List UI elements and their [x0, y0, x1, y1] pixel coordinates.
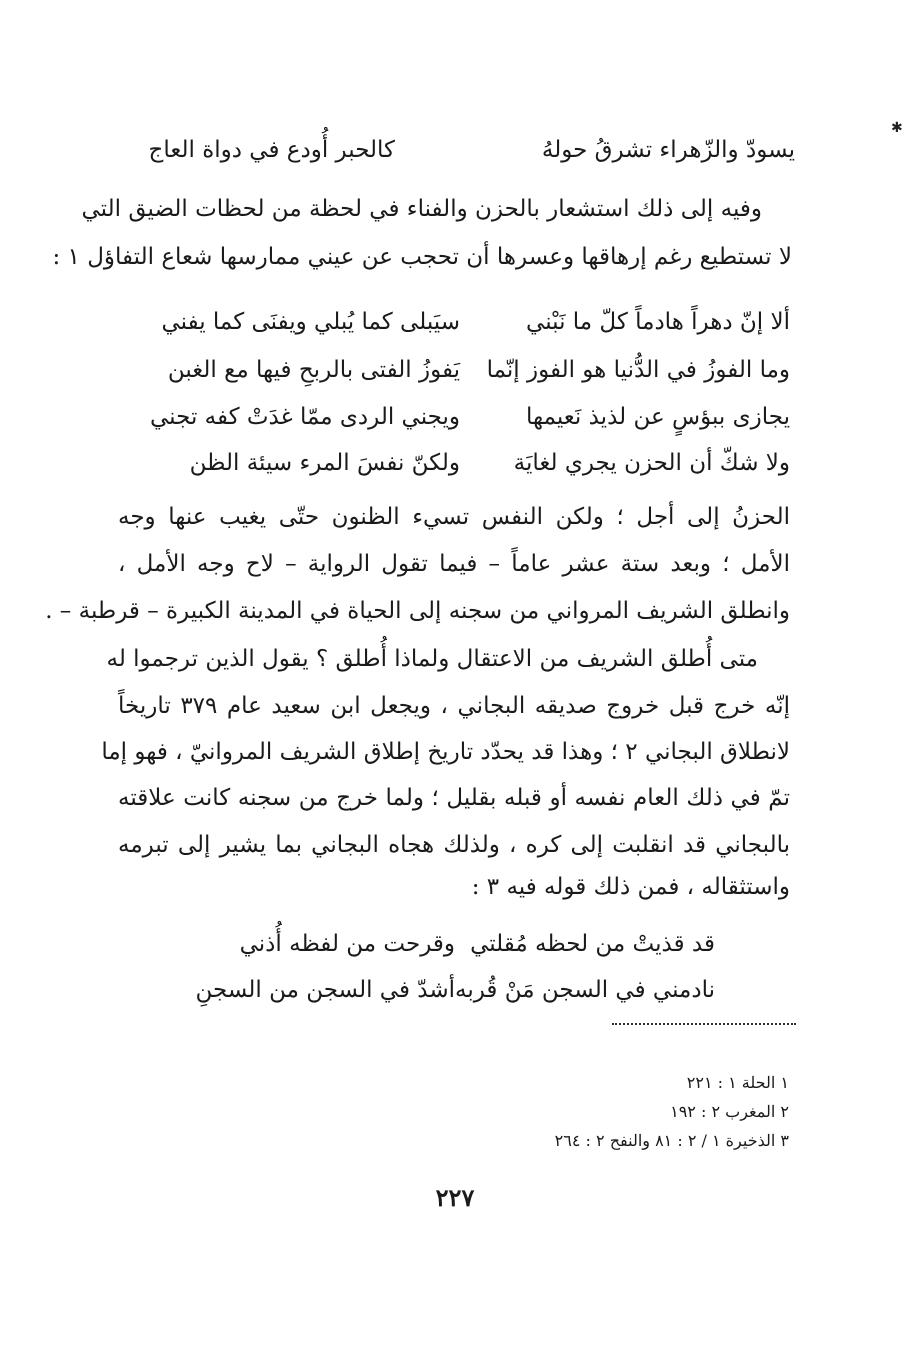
- paragraph-line: الأمل ؛ وبعد ستة عشر عاماً – فيما تقول الرواية – لاح وجه الأمل ،: [118, 551, 790, 577]
- paragraph-line: واستثقاله ، فمن ذلك قوله فيه ٣ :: [471, 874, 790, 900]
- paragraph-line: وفيه إلى ذلك استشعار بالحزن والفناء في لحظة من لحظات الضيق التي: [81, 196, 762, 222]
- poem-hemistich-left: ولكنّ نفسَ المرء سيئة الظن: [189, 450, 460, 476]
- footnote: ١ الحلة ١ : ٢٢١: [686, 1073, 789, 1092]
- paragraph-line: بالبجاني قد انقلبت إلى كره ، ولذلك هجاه البجاني بما يشير إلى تبرمه: [118, 832, 790, 858]
- paragraph-line: تمّ في ذلك العام نفسه أو قبله بقليل ؛ ولما خرج من سجنه كانت علاقته: [118, 785, 790, 811]
- poem-hemistich-left: يَفوزُ الفتى بالربحِ فيها مع الغبن: [167, 357, 460, 383]
- poem-hemistich-left: ويجني الردى ممّا غدَتْ كفه تجني: [149, 404, 460, 430]
- paragraph-line: لانطلاق البجاني ٢ ؛ وهذا قد يحدّد تاريخ إطلاق الشريف المروانيّ ، فهو إما: [101, 739, 790, 765]
- poem-hemistich-right: نادمني في السجن مَنْ قُربه: [454, 977, 715, 1003]
- footnote: ٢ المغرب ٢ : ١٩٢: [670, 1102, 789, 1121]
- opening-verse-left: كالحبر أُودع في دواة العاج: [148, 137, 395, 163]
- footnote-separator: [612, 1023, 796, 1025]
- poem-hemistich-right: ولا شكّ أن الحزن يجري لغايَة: [513, 450, 790, 476]
- poem-hemistich-left: وقرحت من لفظه أُذني: [239, 931, 455, 957]
- paragraph-line: لا تستطيع رغم إرهاقها وعسرها أن تحجب عن عيني ممارسها شعاع التفاؤل ١ :: [52, 244, 792, 270]
- paragraph-line: متى أُطلق الشريف من الاعتقال ولماذا أُطلق ؟ يقول الذين ترجموا له: [106, 646, 758, 672]
- paragraph-line: وانطلق الشريف المرواني من سجنه إلى الحياة في المدينة الكبيرة – قرطبة – .: [45, 598, 790, 624]
- opening-verse-right: يسودّ والزّهراء تشرقُ حولهُ: [541, 137, 795, 163]
- poem-hemistich-left: سيَبلى كما يُبلي ويفنَى كما يفني: [161, 309, 460, 335]
- footnote: ٣ الذخيرة ١ / ٢ : ٨١ والنفح ٢ : ٢٦٤: [554, 1131, 789, 1150]
- poem-hemistich-right: ألا إنّ دهراً هادماً كلّ ما نَبْني: [526, 309, 790, 335]
- poem-hemistich-right: قد قذيتْ من لحظه مُقلتي: [470, 931, 715, 957]
- poem-hemistich-right: يجازى ببؤسٍ عن لذيذ نَعيمها: [525, 404, 790, 430]
- poem-hemistich-left: أشدّ في السجن من السجنِ: [195, 977, 455, 1003]
- margin-mark: ✱: [891, 120, 903, 136]
- paragraph-line: إنّه خرج قبل خروج صديقه البجاني ، ويجعل ابن سعيد عام ٣٧٩ تاريخاً: [118, 693, 790, 719]
- page-number: ٢٢٧: [435, 1183, 475, 1212]
- paragraph-line: الحزنُ إلى أجل ؛ ولكن النفس تسيء الظنون حتّى يغيب عنها وجه: [118, 504, 790, 530]
- poem-hemistich-right: وما الفوزُ في الدُّنيا هو الفوز إنّما: [486, 357, 790, 383]
